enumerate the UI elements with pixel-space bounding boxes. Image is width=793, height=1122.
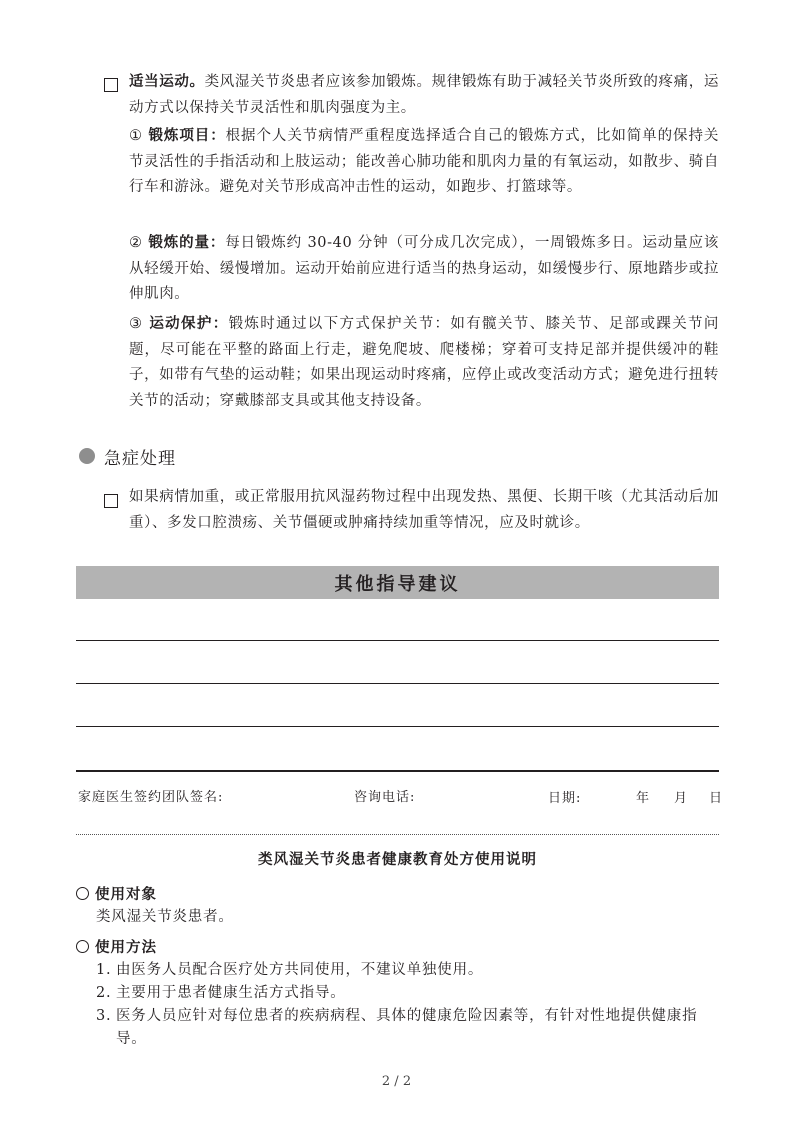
item-label: 锻炼项目： xyxy=(148,128,226,144)
writing-line-3[interactable] xyxy=(76,726,719,727)
guide-target-heading xyxy=(76,883,157,904)
item-marker: ③ xyxy=(129,316,144,332)
guide-method-item-2 xyxy=(96,982,719,1005)
method-number: 3. xyxy=(96,1008,112,1024)
date-month: 月 xyxy=(674,791,689,806)
exercise-item-2 xyxy=(129,231,719,308)
method-text: 主要用于患者健康生活方式指导。 xyxy=(116,985,346,1001)
date-day: 日 xyxy=(709,791,724,806)
phone-label: 咨询电话: xyxy=(354,790,416,805)
team-signature-label: 家庭医生签约团队签名: xyxy=(78,790,224,805)
item-label: 锻炼的量： xyxy=(148,235,226,251)
item-text: 锻炼时通过以下方式保护关节：如有髋关节、膝关节、足部或踝关节问题，尽可能在平整的路面上行走，避免爬坡、爬楼梯；穿着可支持足部并提供缓冲的鞋子，如带有气垫的运动鞋；如果出现运动时疼痛，应停止或改变活动方式；避免进行扭转关节的活动；穿戴膝部支具或其他支持设备。 xyxy=(129,316,720,409)
cut-line xyxy=(76,834,719,835)
item-text: 根据个人关节病情严重程度选择适合自己的锻炼方式，比如简单的保持关节灵活性的手指活动和上肢运动；能改善心肺功能和肌肉力量的有氧运动，如散步、骑自行车和游泳。避免对关节形成高冲击性的运动，如跑步、打篮球等。 xyxy=(129,128,719,195)
item-text: 每日锻炼约 30-40 分钟（可分成几次完成），一周锻炼多日。运动量应该从轻缓开始、缓慢增加。运动开始前应进行适当的热身运动，如缓慢步行、原地踏步或拉伸肌肉。 xyxy=(129,235,719,302)
item-marker: ② xyxy=(129,235,143,251)
method-text: 医务人员应针对每位患者的疾病病程、具体的健康危险因素等，有针对性地提供健康指导。 xyxy=(116,1008,698,1047)
section-bullet-icon xyxy=(79,448,95,464)
guide-method-label: 使用方法 xyxy=(95,940,157,956)
exercise-item-1 xyxy=(129,124,719,201)
guide-target-label: 使用对象 xyxy=(95,887,157,903)
exercise-checkbox[interactable] xyxy=(104,78,118,92)
guide-method-heading xyxy=(76,936,157,957)
circle-bullet-icon xyxy=(76,887,89,900)
writing-line-1[interactable] xyxy=(76,640,719,641)
guide-method-item-1 xyxy=(96,959,719,982)
circle-bullet-icon xyxy=(76,940,89,953)
method-number: 2. xyxy=(96,985,112,1001)
exercise-title: 适当运动。 xyxy=(129,74,205,90)
method-number: 1. xyxy=(96,962,112,978)
date-label: 日期: xyxy=(548,791,582,806)
guide-method-item-3 xyxy=(96,1005,719,1050)
writing-line-2[interactable] xyxy=(76,683,719,684)
emergency-checkbox[interactable] xyxy=(104,494,118,508)
exercise-intro xyxy=(129,70,719,121)
item-marker: ① xyxy=(129,128,143,144)
emergency-text: 如果病情加重，或正常服用抗风湿药物过程中出现发热、黑便、长期干咳（尤其活动后加重）、多发口腔溃疡、关节僵硬或肿痛持续加重等情况，应及时就诊。 xyxy=(129,489,719,531)
method-text: 由医务人员配合医疗处方共同使用，不建议单独使用。 xyxy=(116,962,484,978)
date-year: 年 xyxy=(636,791,651,806)
guide-target-text: 类风湿关节炎患者。 xyxy=(96,909,234,925)
item-label: 运动保护： xyxy=(149,316,229,332)
guide-title: 类风湿关节炎患者健康教育处方使用说明 xyxy=(258,852,537,868)
other-guidance-header: 其他指导建议 xyxy=(76,566,719,599)
emergency-title: 急症处理 xyxy=(104,449,176,469)
exercise-item-3 xyxy=(129,312,719,414)
signature-divider xyxy=(76,770,719,772)
page-number: 2 / 2 xyxy=(381,1074,412,1089)
exercise-intro-text: 类风湿关节炎患者应该参加锻炼。规律锻炼有助于减轻关节炎所致的疼痛，运动方式以保持关节灵活性和肌肉强度为主。 xyxy=(129,74,720,116)
